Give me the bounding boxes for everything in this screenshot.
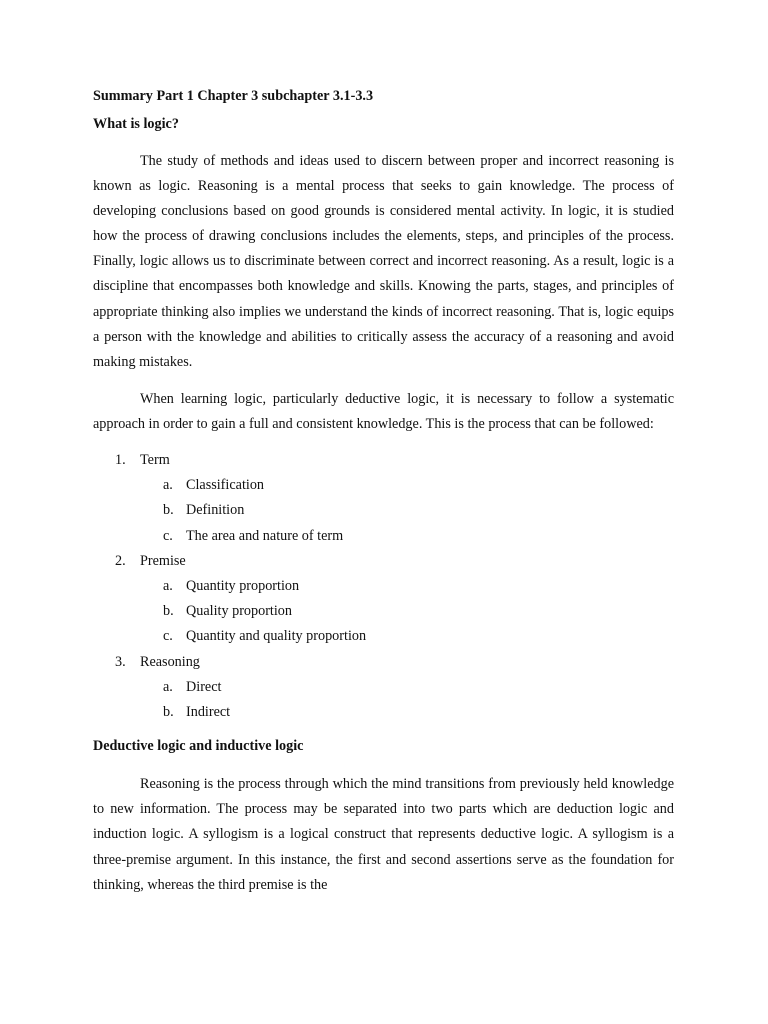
sub-list-item [93,473,674,498]
document-page [93,84,674,898]
list-item [93,549,674,650]
sub-list-letter: b. [163,502,174,519]
sub-list-label: Indirect [186,704,231,721]
sub-list-label: The area and nature of term [186,527,344,544]
sub-list-label: Quantity proportion [186,578,300,595]
section-heading-deductive-inductive: Deductive logic and inductive logic [93,738,304,755]
paragraph-logic-definition: The study of methods and ideas used to discern between proper and incorrect reasoning is known as logic. Reasoning is a mental process that seeks to gain knowledge. The process of developing conclusions based on good grounds is considered mental activity. In logic, it is studied how the process of drawing conclusions includes the elements, steps, and principles of the process. Finally, logic allows us to discriminate between correct and incorrect reasoning. As a result, logic is a discipline that encompasses both knowledge and skills. Knowing the parts, stages, and principles of appropriate thinking also implies we understand the kinds of incorrect reasoning. That is, logic equips a person with the knowledge and abilities to critically assess the accuracy of a reasoning and avoid making mistakes. [93,153,674,370]
section-heading-what-is-logic: What is logic? [93,116,179,132]
list-number: 2. [115,552,126,569]
process-list [93,448,674,725]
sub-list-letter: b. [163,603,174,620]
sub-list-item [93,574,674,599]
sub-list-label: Definition [186,502,245,519]
sub-list-letter: a. [163,477,173,494]
sub-list-label: Classification [186,477,265,494]
sub-list-item [93,700,674,725]
sub-list-item [93,624,674,649]
sub-list-item [93,599,674,624]
list-item [93,650,674,726]
list-number: 3. [115,653,126,670]
sub-list-item [93,675,674,700]
list-item-label: Term [140,452,170,469]
sub-list-letter: b. [163,704,174,721]
sub-list-letter: a. [163,578,173,595]
sub-list [140,675,674,725]
paragraph-reasoning-process: Reasoning is the process through which the mind transitions from previously held knowledge to new information. The process may be separated into two parts which are deduction logic and induction logic. A syllogism is a logical construct that represents deductive logic. A syllogism is a three-premise argument. In this instance, the first and second assertions serve as the foundation for thinking, whereas the third premise is the [93,776,674,893]
sub-list-item [93,498,674,523]
sub-list-letter: a. [163,678,173,695]
sub-list-letter: c. [163,527,173,544]
list-number: 1. [115,452,126,469]
sub-list-item [93,524,674,549]
sub-list-label: Direct [186,678,222,695]
list-item-label: Reasoning [140,653,200,670]
document-title: Summary Part 1 Chapter 3 subchapter 3.1-3.3 [93,88,374,104]
sub-list-label: Quality proportion [186,603,292,620]
sub-list [140,473,674,549]
sub-list-label: Quantity and quality proportion [186,628,367,645]
list-item [93,448,674,549]
paragraph-systematic-approach: When learning logic, particularly deductive logic, it is necessary to follow a systematic approach in order to gain a full and consistent knowledge. This is the process that can be followed: [93,390,674,432]
sub-list [140,574,674,650]
sub-list-letter: c. [163,628,173,645]
list-item-label: Premise [140,552,186,569]
